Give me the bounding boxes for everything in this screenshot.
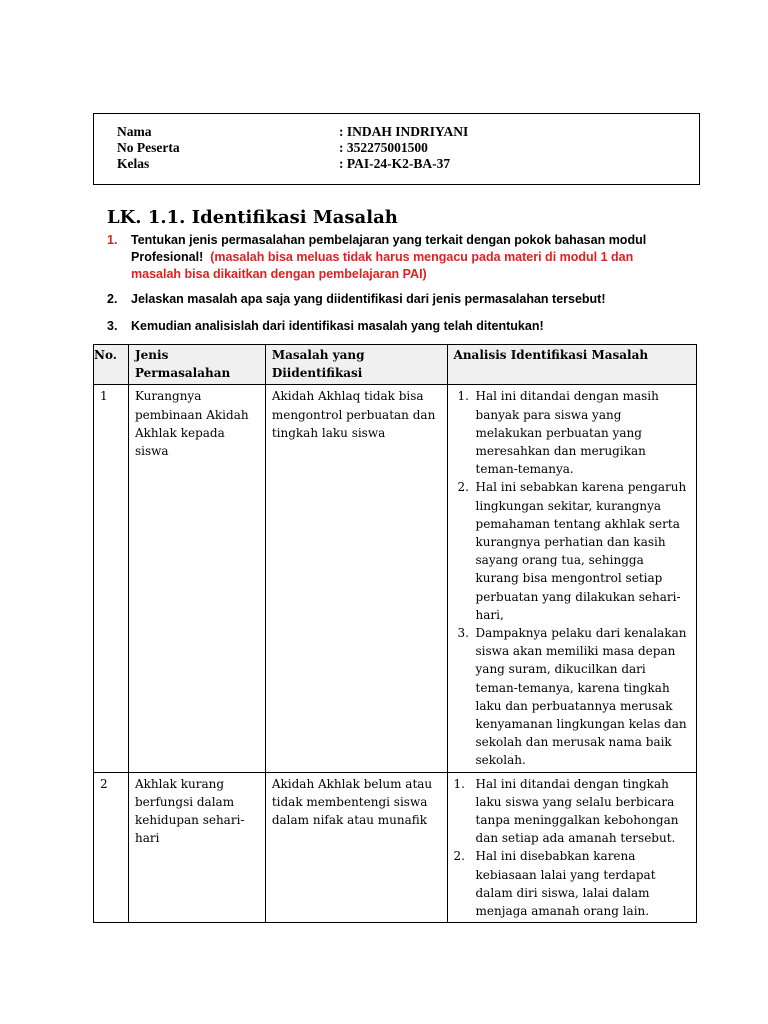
list-item [454,387,690,478]
header-no: No. [94,345,129,385]
identity-value: : INDAH INDRIYANI [339,124,469,139]
list-text: Hal ini ditandai dengan masih banyak para siswa yang melakukan perbuatan yang meresahkan dan merugikan teman-temanya. [475,389,659,477]
list-text: Hal ini ditandai dengan tingkah laku siswa yang selalu berbicara tanpa meninggalkan kebohongan dan setiap ada amanah tersebut. [475,776,679,846]
header-analisis: Analisis Identifikasi Masalah [447,345,696,385]
table-row [94,385,697,772]
list-item [454,775,690,848]
instruction-1 [107,232,667,283]
list-text: Hal ini sebabkan karena pengaruh lingkungan sekitar, kurangnya pemahaman tentang akhlak serta kurangnya perhatian dan kasih sayang orang tua, sehingga kurang bisa mengontrol setiap perbuatan yang dilakukan sehari-hari, [475,480,687,622]
cell-masalah: Akidah Akhlak belum atau tidak membentengi siswa dalam nifak atau munafik [265,772,447,923]
table-header-row [94,345,697,385]
identity-label: Kelas [117,156,150,171]
header-masalah: Masalah yang Diidentifikasi [265,345,447,385]
instruction-text-block [107,232,667,283]
cell-jenis: Akhlak kurang berfungsi dalam kehidupan sehari-hari [128,772,265,923]
list-number: 1. [453,776,465,791]
instruction-number: 1. [107,233,118,247]
cell-analisis [447,385,696,772]
instruction-text: Kemudian analisislah dari identifikasi masalah yang telah ditentukan! [131,319,544,333]
problem-identification-table [93,344,697,923]
list-number: 3. [457,626,469,641]
instruction-3 [107,318,667,335]
list-item [454,624,690,770]
table-row [94,772,697,923]
instruction-2 [107,291,667,308]
list-item [454,478,690,624]
list-text: Dampaknya pelaku dari kenalakan siswa akan memiliki masa depan yang suram, dikucilkan dari teman-temanya, karena tingkah laku dan perbuatannya merusak kenyamanan lingkungan kelas dan sekolah dan merusak nama baik sekolah. [475,626,687,768]
cell-masalah: Akidah Akhlaq tidak bisa mengontrol perbuatan dan tingkah laku siswa [265,385,447,772]
instruction-text: Tentukan jenis permasalahan pembelajaran yang terkait dengan pokok bahasan modul Profesional! [131,233,647,264]
header-jenis: Jenis Permasalahan [128,345,265,385]
list-number: 1. [457,389,469,404]
cell-analisis [447,772,696,923]
identity-row-no-peserta [117,140,677,156]
list-text: Hal ini disebabkan karena kebiasaan lalai yang terdapat dalam diri siswa, lalai dalam menjaga amanah orang lain. [475,849,656,919]
list-item [454,847,690,920]
analysis-list [454,775,690,921]
instruction-text: Jelaskan masalah apa saja yang diidentifikasi dari jenis permasalahan tersebut! [131,292,606,306]
identity-row-nama [117,124,677,140]
instruction-number: 2. [107,292,118,306]
analysis-list [454,387,690,769]
identity-row-kelas [117,156,677,172]
identity-label: No Peserta [117,140,180,155]
list-number: 2. [457,480,469,495]
cell-no: 1 [94,385,129,772]
identity-value: : 352275001500 [339,140,428,155]
instruction-note: (masalah bisa meluas tidak harus mengacu pada materi di modul 1 dan masalah bisa dikaitkan dengan pembelajaran PAI) [131,250,634,281]
cell-no: 2 [94,772,129,923]
cell-jenis: Kurangnya pembinaan Akidah Akhlak kepada siswa [128,385,265,772]
instruction-number: 3. [107,319,118,333]
identity-box [93,113,700,185]
page-title: LK. 1.1. Identifikasi Masalah [107,207,398,228]
identity-label: Nama [117,124,152,139]
list-number: 2. [453,849,465,864]
identity-value: : PAI-24-K2-BA-37 [339,156,451,171]
